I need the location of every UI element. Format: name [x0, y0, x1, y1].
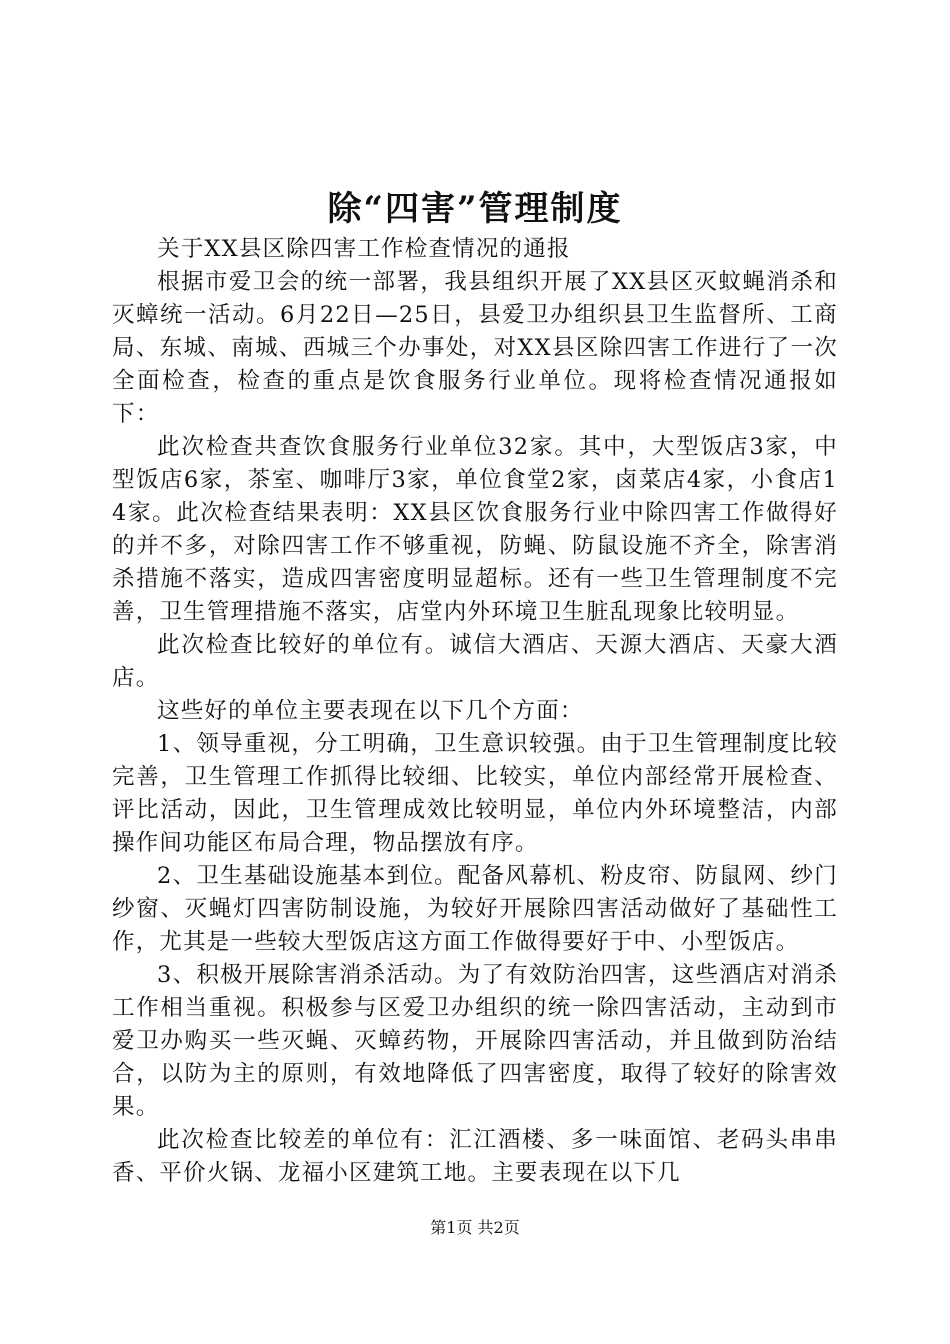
paragraph-good-aspects-intro: 这些好的单位主要表现在以下几个方面： [157, 698, 584, 724]
document-body [112, 233, 838, 1190]
paragraph-inspection-summary: 此次检查共查饮食服务行业单位32家。其中，大型饭店3家，中型饭店6家，茶室、咖啡厅3家，单位食堂2家，卤菜店4家，小食店14家。此次检查结果表明：XX县区饮食服务行业中除四害工作做得好的并不多，对除四害工作不够重视，防蝇、防鼠设施不齐全，除害消杀措施不落实，造成四害密度明显超标。还有一些卫生管理制度不完善，卫生管理措施不落实，店堂内外环境卫生脏乱现象比较明显。 [112, 434, 838, 625]
paragraph-point-1: 1、领导重视，分工明确，卫生意识较强。由于卫生管理制度比较完善，卫生管理工作抓得比较细、比较实，单位内部经常开展检查、评比活动，因此，卫生管理成效比较明显，单位内外环境整洁，内部操作间功能区布局合理，物品摆放有序。 [112, 731, 838, 856]
paragraph-point-2: 2、卫生基础设施基本到位。配备风幕机、粉皮帘、防鼠网、纱门纱窗、灭蝇灯四害防制设施，为较好开展除四害活动做好了基础性工作，尤其是一些较大型饭店这方面工作做得要好于中、小型饭店。 [112, 863, 838, 955]
paragraph-poor-units: 此次检查比较差的单位有：汇江酒楼、多一味面馆、老码头串串香、平价火锅、龙福小区建筑工地。主要表现在以下几 [112, 1127, 838, 1186]
paragraph-good-units: 此次检查比较好的单位有。诚信大酒店、天源大酒店、天豪大酒店。 [112, 632, 838, 691]
page-number-footer: 第1页 共2页 [430, 1218, 520, 1237]
document-title: 除“四害”管理制度 [327, 189, 623, 229]
paragraph-background: 根据市爱卫会的统一部署，我县组织开展了XX县区灭蚊蝇消杀和灭蟑统一活动。6月22日—25日，县爱卫办组织县卫生监督所、工商局、东城、南城、西城三个办事处，对XX县区除四害工作进行了一次全面检查，检查的重点是饮食服务行业单位。现将检查情况通报如下： [112, 269, 838, 427]
paragraph-notice-heading: 关于XX县区除四害工作检查情况的通报 [157, 236, 571, 262]
paragraph-point-3: 3、积极开展除害消杀活动。为了有效防治四害，这些酒店对消杀工作相当重视。积极参与区爱卫办组织的统一除四害活动，主动到市爱卫办购买一些灭蝇、灭蟑药物，开展除四害活动，并且做到防治结合，以防为主的原则，有效地降低了四害密度，取得了较好的除害效果。 [112, 962, 838, 1120]
